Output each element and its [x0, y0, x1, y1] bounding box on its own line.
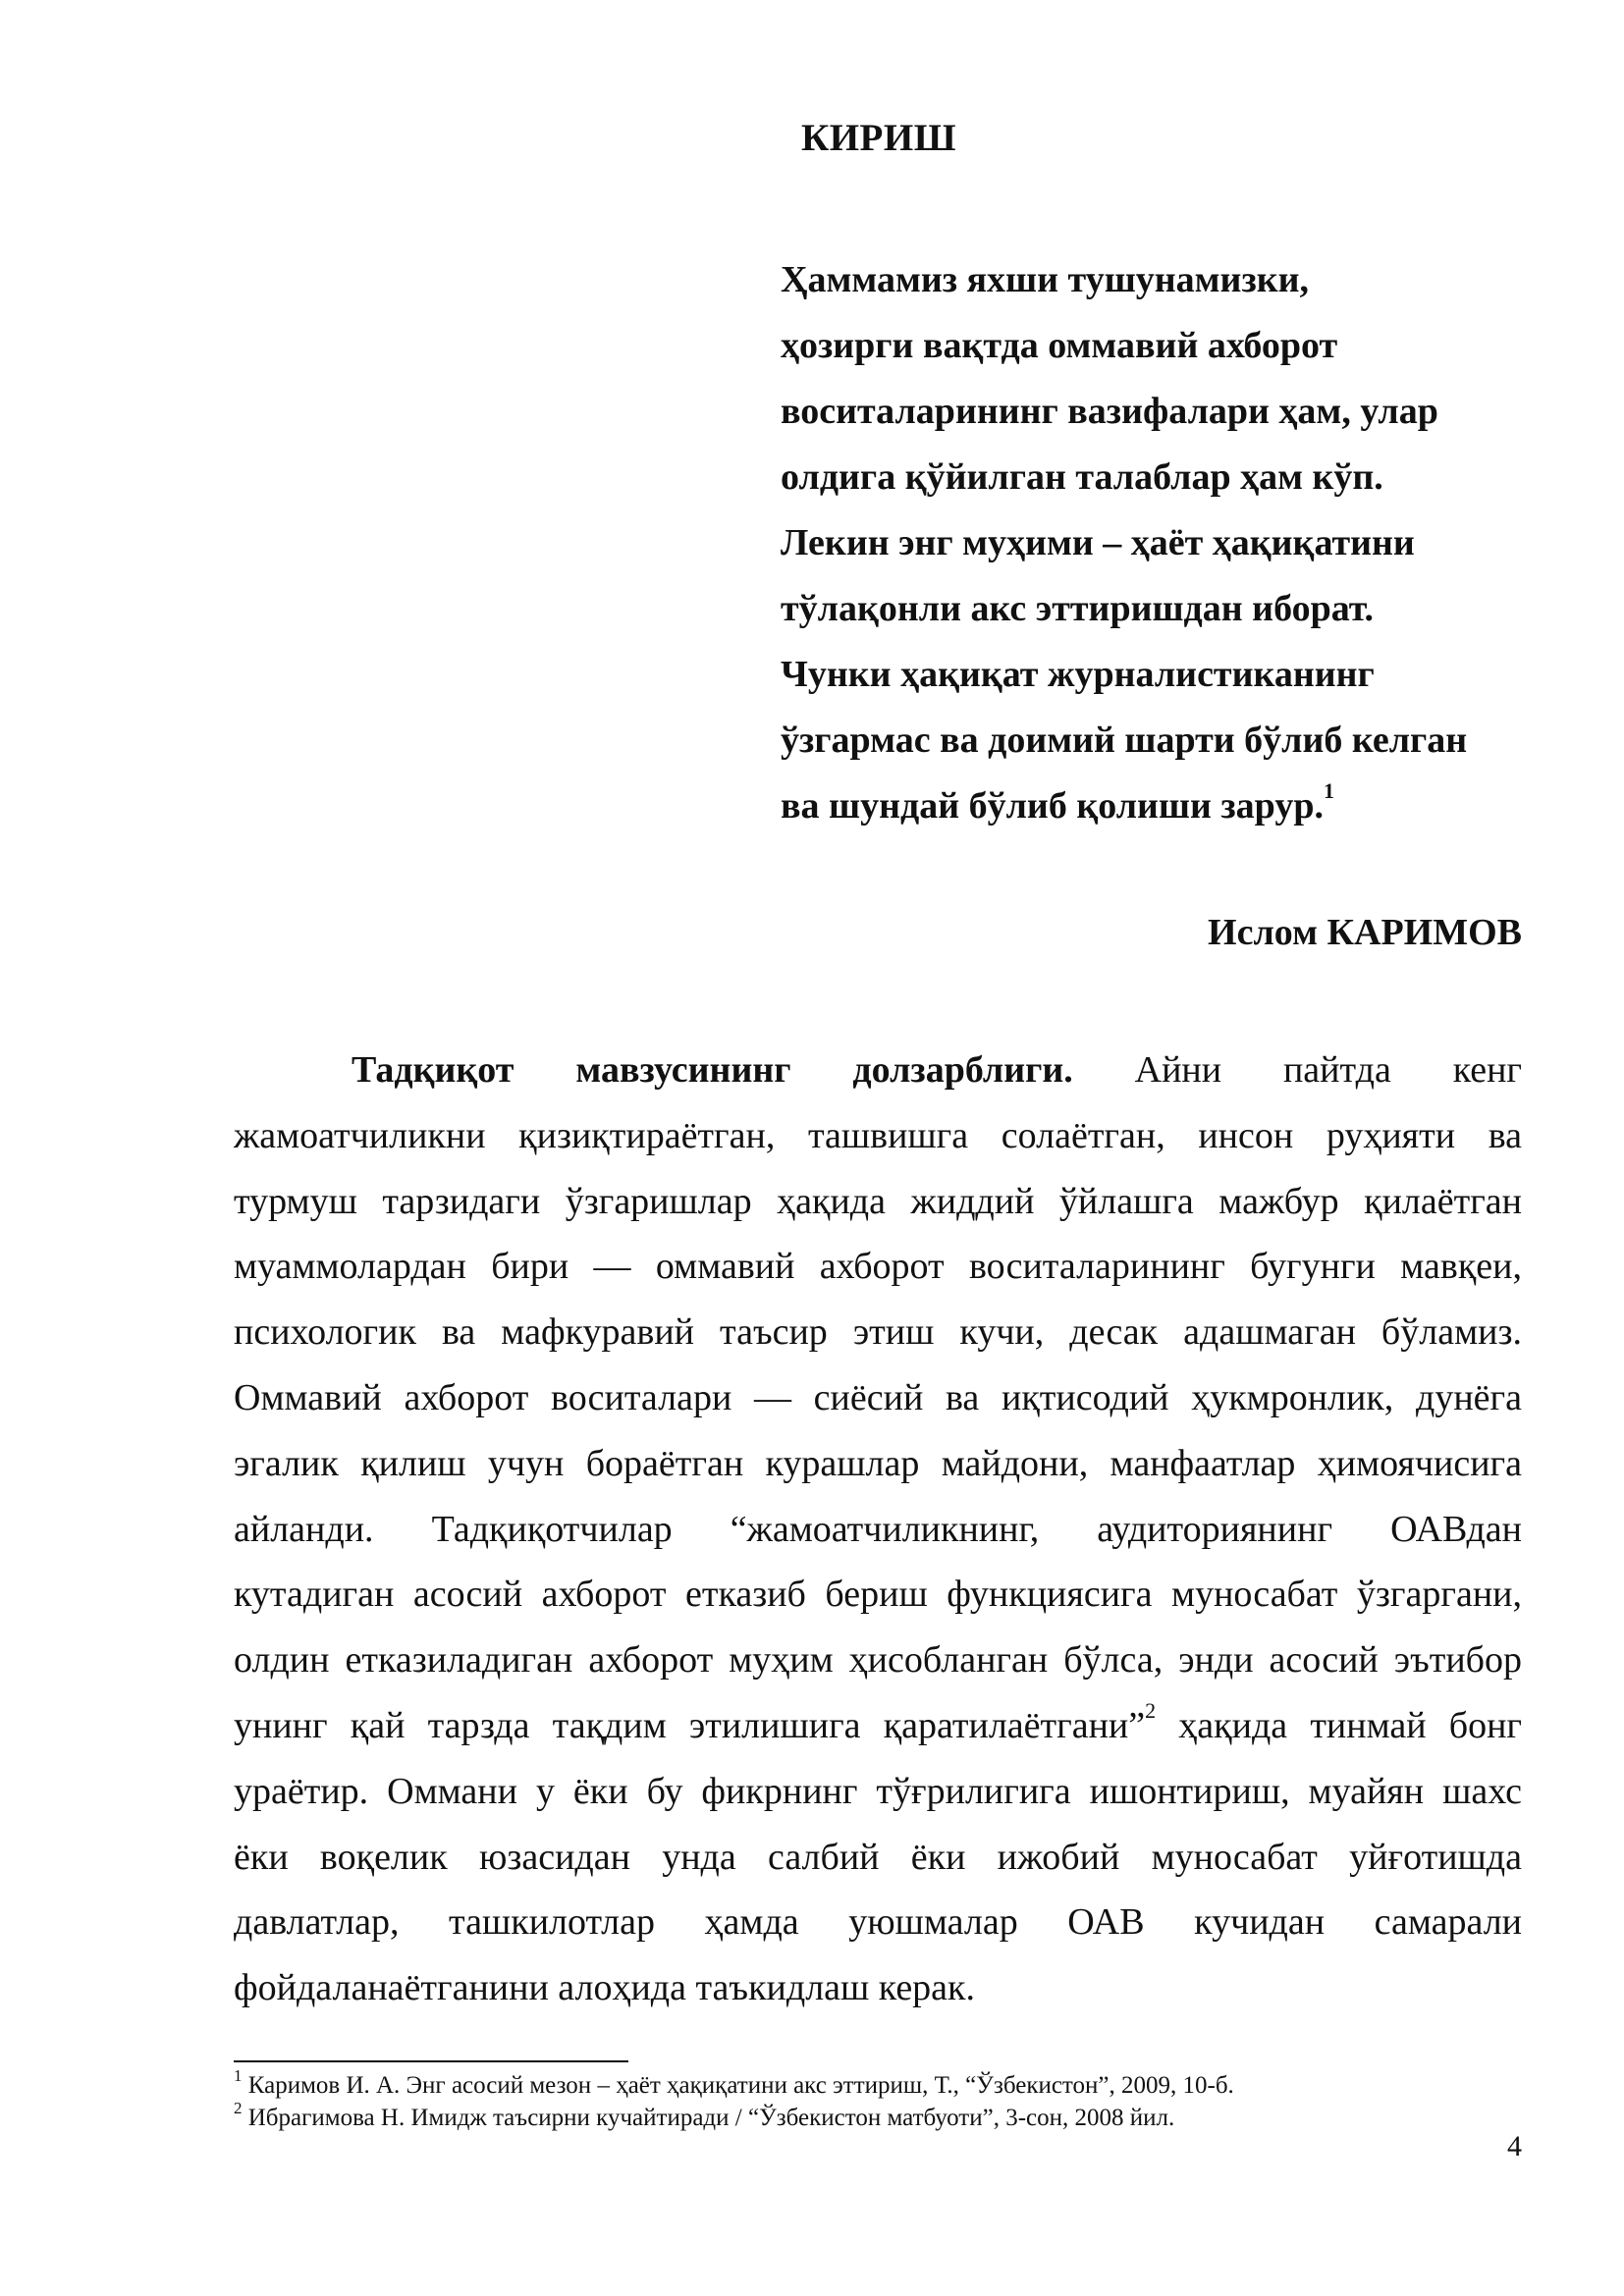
epigraph-line-text: ва шундай бўлиб қолиши зарур.	[781, 785, 1324, 827]
epigraph-line: олдига қўйилган талаблар ҳам кўп.	[781, 456, 1383, 498]
page-title: КИРИШ	[800, 117, 957, 159]
epigraph-line: Чунки ҳақиқат журналистиканинг	[781, 654, 1375, 695]
body-paragraph	[234, 1038, 1522, 2021]
epigraph-line: Ҳаммамиз яхши тушунамизки,	[781, 259, 1310, 300]
body-line-text: Айни пайтда кенг	[1072, 1049, 1522, 1091]
epigraph-author: Ислом КАРИМОВ	[1208, 912, 1522, 953]
body-line-last: фойдаланаётганини алоҳида таъкидлаш керак.	[234, 1967, 976, 2009]
epigraph-line: Лекин энг муҳими – ҳаёт ҳақиқатини	[781, 522, 1415, 563]
footnote-1	[234, 2065, 1522, 2102]
footnote-number: 2	[234, 2098, 243, 2117]
body-line: жамоатчиликни қизиқтираётган, ташвишга солаётган, инсон руҳияти ва	[234, 1114, 1522, 1156]
epigraph-line: ўзгармас ва доимий шарти бўлиб келган	[781, 720, 1468, 761]
body-line-text: унинг қай тарзда тақдим этилишига қаратилаётгани”	[234, 1704, 1146, 1746]
body-line: Оммавий ахборот воситалари — сиёсий ва иқтисодий ҳукмронлик, дунёга	[234, 1376, 1522, 1418]
body-line	[234, 1038, 1522, 1103]
epigraph-line: воситаларининг вазифалари ҳам, улар	[781, 391, 1438, 432]
footnote-ref-1[interactable]: 1	[1323, 778, 1334, 804]
body-line: ёки воқелик юзасидан унда салбий ёки ижобий муносабат уйғотишда	[234, 1836, 1522, 1878]
footnote-2	[234, 2098, 1522, 2134]
epigraph	[781, 247, 1527, 839]
section-lead: Тадқиқот мавзусининг долзарблиги.	[352, 1049, 1073, 1091]
footnotes	[234, 2065, 1522, 2134]
body-line: психологик ва мафкуравий таъсир этиш кучи, десак адашмаган бўламиз.	[234, 1311, 1522, 1354]
body-line	[234, 1693, 1522, 1759]
epigraph-line: ҳозирги вақтда оммавий ахборот	[781, 325, 1338, 366]
epigraph-line: тўлақонли акс эттиришдан иборат.	[781, 588, 1375, 629]
footnote-number: 1	[234, 2065, 243, 2085]
body-line: кутадиган асосий ахборот етказиб бериш функциясига муносабат ўзгаргани,	[234, 1574, 1522, 1616]
body-line: муаммолардан бири — оммавий ахборот воситаларининг бугунги мавқеи,	[234, 1246, 1522, 1288]
body-line: олдин етказиладиган ахборот муҳим ҳисобланган бўлса, энди асосий эътибор	[234, 1639, 1522, 1682]
body-line: эгалик қилиш учун бораётган курашлар майдони, манфаатлар ҳимоячисига	[234, 1442, 1522, 1484]
body-line: давлатлар, ташкилотлар ҳамда уюшмалар ОАВ кучидан самарали	[234, 1901, 1522, 1944]
epigraph-line-last	[781, 774, 1527, 839]
footnote-text: Ибрагимова Н. Имидж таъсирни кучайтиради / “Ўзбекистон матбуоти”, 3-сон, 2008 йил.	[242, 2105, 1175, 2131]
body-line: ураётир. Оммани у ёки бу фикрнинг тўғрилигига ишонтириш, муайян шахс	[234, 1770, 1522, 1812]
body-line: айланди. Тадқиқотчилар “жамоатчиликнинг, аудиториянинг ОАВдан	[234, 1508, 1522, 1550]
footnote-separator	[234, 2060, 628, 2062]
body-line: турмуш тарзидаги ўзгаришлар ҳақида жиддий ўйлашга мажбур қилаётган	[234, 1180, 1522, 1222]
footnote-ref-2[interactable]: 2	[1145, 1698, 1157, 1724]
page-number: 4	[1507, 2130, 1522, 2163]
footnote-text: Каримов И. А. Энг асосий мезон – ҳаёт ҳақиқатини акс эттириш, Т., “Ўзбекистон”, 2009, 10-б.	[242, 2072, 1234, 2099]
body-line-text: ҳақида тинмай бонг	[1156, 1704, 1523, 1746]
